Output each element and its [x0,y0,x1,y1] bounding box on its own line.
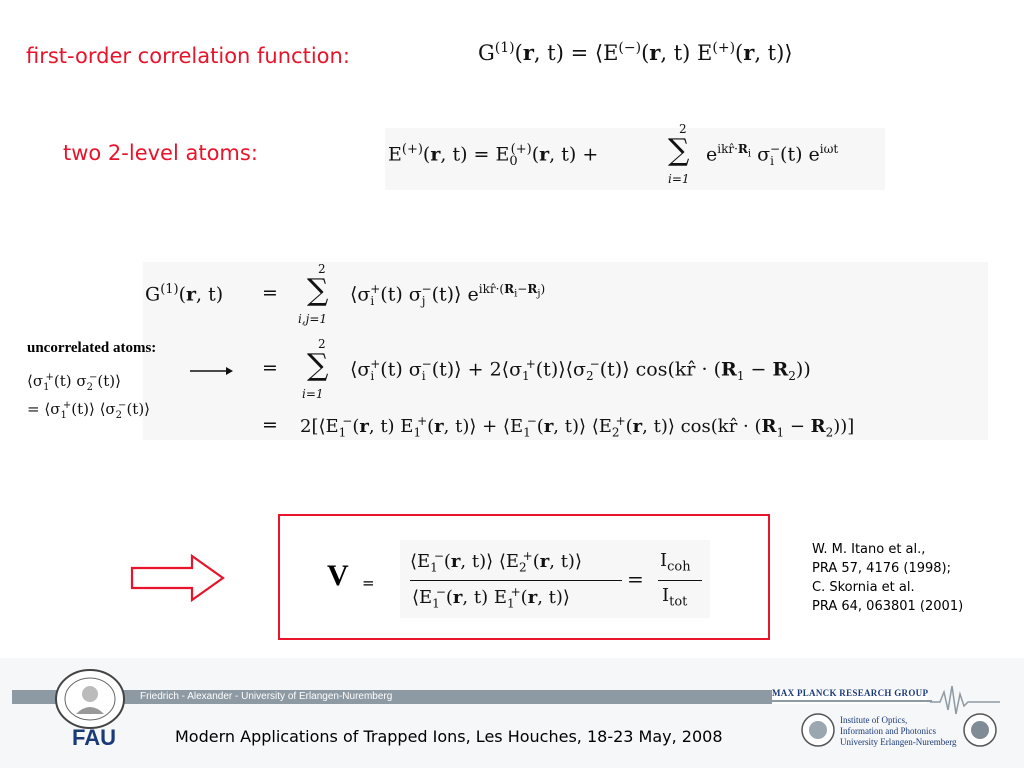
uncorrelated-identity-line2: = $⟨\sigma_1^+(t)⟩$ $⟨\sigma_2^-(t)⟩$ [27,400,151,421]
equation-field-two-atoms: E(+)(r, $t) = E_0^{(+)}(r$, t) + [388,142,599,170]
equation-g1-line1-rhs: $⟨\sigma_i^+(t)$ $\sigma_j^-(t)⟩$ $e^{ikr̂\cdot(R_i-R_j)}$ [350,282,546,309]
ratio-denominator: $I_{tot}$ [662,585,688,610]
equation-g1-line2-rhs: $⟨\sigma_i^+(t)$ $\sigma_i^-(t)⟩$ + $2⟨\sigma_1^+(t)⟩⟨\sigma_2^-(t)⟩$ cos(kr̂ · $(R_1 - R_2)$) [350,357,811,384]
heading-correlation-function: first-order correlation function: [26,44,350,68]
institute-name [840,715,957,748]
institute-line: Institute of Optics, [840,715,908,725]
institute-seal-icon [800,712,836,748]
footer-area [0,658,1024,768]
uncorrelated-identity-line1: $⟨\sigma_1^+(t)$ $\sigma_2^-(t)⟩$ [27,372,121,393]
reference-line: W. M. Itano et al., [812,542,926,557]
reference-line: C. Skornia et al. [812,580,915,595]
equation-field-two-atoms-terms: $e^{ikr̂\cdot R_i}$ $\sigma_i^-(t)$ $e^{i\omega t}$ [706,142,839,169]
sum2-upper: 2 [318,337,326,351]
sum-lower-limit: i=1 [668,172,690,186]
reference-list [812,540,963,616]
visibility-equals: = [362,574,375,592]
mpg-group-label: MAX PLANCK RESEARCH GROUP [772,688,929,698]
reference-line: PRA 57, 4176 (1998); [812,561,952,576]
sum1-lower: i,j=1 [298,312,328,326]
visibility-numerator: $⟨E_1^-(r$, t)⟩ $⟨E_2^+(r$, t)⟩ [410,549,582,575]
sum1-symbol: ∑ [307,273,329,308]
institute-line: University Erlangen-Nuremberg [840,737,957,747]
label-uncorrelated-atoms: uncorrelated atoms: [27,340,157,356]
ratio-numerator: $I_{coh}$ [660,550,691,575]
university-line: Friedrich - Alexander - University of Erlangen-Nuremberg [140,691,393,702]
visibility-equals-ratio: = [627,567,644,591]
conference-title: Modern Applications of Trapped Ions, Les Houches, 18-23 May, 2008 [175,727,723,746]
equation-g1-definition: $G^{(1)}(r$, t) = ⟨E(−)(r, t) E(+)(r, t)⟩ [478,40,793,65]
heading-two-level-atoms: two 2-level atoms: [63,141,258,165]
reference-line: PRA 64, 063801 (2001) [812,599,964,614]
institute-seal-icon [962,712,998,748]
equals-line3: = [262,414,278,436]
visibility-fraction-line [410,580,622,581]
equals-line1: = [262,282,278,304]
mpg-rule [772,700,932,702]
equals-line2: = [262,357,278,379]
sum-symbol: ∑ [668,133,690,168]
sum1-upper: 2 [318,262,326,276]
equation-g1-line1-lhs: $G^{(1)}(r$, t) [145,282,224,306]
sum-upper-limit: 2 [679,122,687,136]
pointer-arrow-icon [188,365,234,377]
visibility-symbol: V [327,559,349,592]
equation-g1-line3-rhs: $2[⟨E_1^-(r$, t) $E_1^+(r$, t)⟩ + $⟨E_1^-(r$, t)⟩ $⟨E_2^+(r$, t)⟩ cos(kr̂ · $(R_1 - R_2)$)] [300,414,855,440]
sum2-symbol: ∑ [307,348,329,383]
institute-line: Information and Photonics [840,726,936,736]
fau-logo: FAU [72,725,116,750]
right-arrow-icon [130,553,226,603]
visibility-denominator: $⟨E_1^-(r$, t) $E_1^+(r$, t)⟩ [412,585,570,611]
university-seal-icon [52,668,128,730]
sum2-lower: i=1 [302,387,324,401]
ratio-fraction-line [658,580,702,581]
